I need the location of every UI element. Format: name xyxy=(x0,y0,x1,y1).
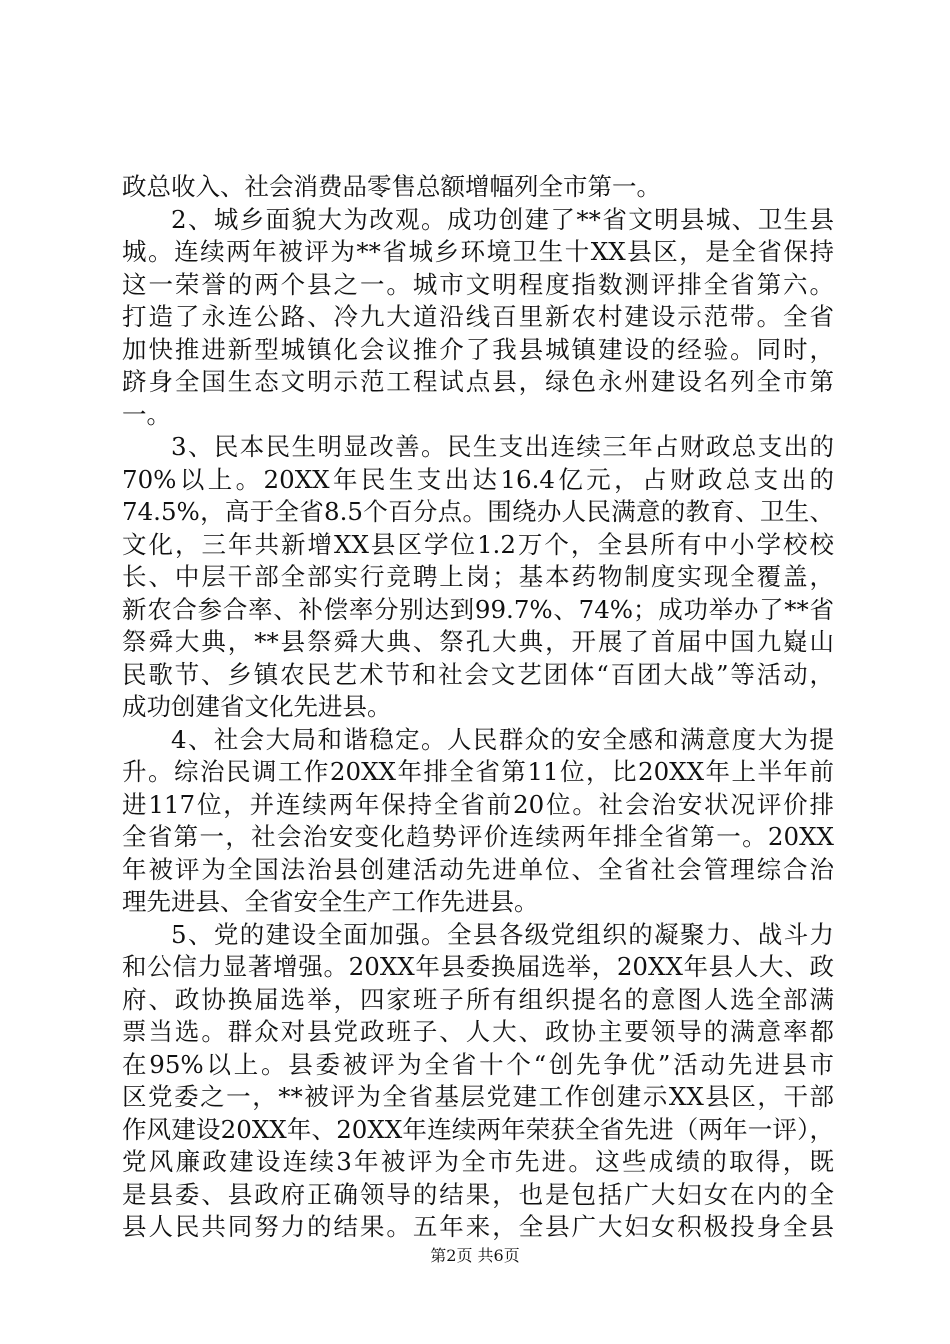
text-line: 政总收入、社会消费品零售总额增幅列全市第一。 xyxy=(122,172,661,201)
text-line: 3、民本民生明显改善。民生支出连续三年占财政总支出的 xyxy=(171,432,834,461)
text-line: 长、中层干部全部实行竞聘上岗；基本药物制度实现全覆盖， xyxy=(122,562,834,591)
text-line: 新农合参合率、补偿率分别达到99.7%、74%；成功举办了**省 xyxy=(122,594,834,624)
text-line: 跻身全国生态文明示范工程试点县，绿色永州建设名列全市第 xyxy=(122,367,834,396)
text-line: 是县委、县政府正确领导的结果，也是包括广大妇女在内的全 xyxy=(122,1179,834,1209)
text-line: 这一荣誉的两个县之一。城市文明程度指数测评排全省第六。 xyxy=(122,269,834,299)
text-line: 理先进县、全省安全生产工作先进县。 xyxy=(122,887,539,916)
text-line: 在95%以上。县委被评为全省十个“创先争优”活动先进县市 xyxy=(122,1049,834,1079)
paragraph-livelihood xyxy=(122,431,834,724)
text-line: 票当选。群众对县党政班子、人大、政协主要领导的满意率都 xyxy=(122,1017,834,1046)
page-footer xyxy=(0,1246,950,1266)
text-line: 2、城乡面貌大为改观。成功创建了**省文明县城、卫生县 xyxy=(171,204,834,234)
text-line: 一。 xyxy=(122,399,171,429)
text-line: 文化，三年共新增XX县区学位1.2万个，全县所有中小学校校 xyxy=(122,529,834,559)
text-line: 党风廉政建设连续3年被评为全市先进。这些成绩的取得，既 xyxy=(122,1147,834,1176)
text-line: 全省第一，社会治安变化趋势评价连续两年排全省第一。20XX xyxy=(122,822,834,851)
text-line: 加快推进新型城镇化会议推介了我县城镇建设的经验。同时， xyxy=(122,334,834,364)
paragraph-urban-rural xyxy=(122,204,834,432)
text-line: 城。连续两年被评为**省城乡环境卫生十XX县区，是全省保持 xyxy=(122,237,834,266)
paragraph-party-building xyxy=(122,919,834,1244)
page-number: 第2页 共6页 xyxy=(430,1246,520,1265)
paragraph-continuation xyxy=(122,171,834,204)
text-line: 进117位，并连续两年保持全省前20位。社会治安状况评价排 xyxy=(122,789,834,819)
text-line: 打造了永连公路、冷九大道沿线百里新农村建设示范带。全省 xyxy=(122,302,834,331)
text-line: 70%以上。20XX年民生支出达16.4亿元，占财政总支出的 xyxy=(122,464,834,494)
text-line: 升。综治民调工作20XX年排全省第11位，比20XX年上半年前 xyxy=(122,757,834,786)
document-body xyxy=(122,171,834,1244)
text-line: 府、政协换届选举，四家班子所有组织提名的意图人选全部满 xyxy=(122,984,834,1014)
text-line: 74.5%，高于全省8.5个百分点。围绕办人民满意的教育、卫生、 xyxy=(122,497,834,526)
text-line: 年被评为全国法治县创建活动先进单位、全省社会管理综合治 xyxy=(122,854,834,884)
text-line: 作风建设20XX年、20XX年连续两年荣获全省先进（两年一评）， xyxy=(122,1114,834,1144)
text-line: 民歌节、乡镇农民艺术节和社会文艺团体“百团大战”等活动， xyxy=(122,659,834,689)
text-line: 县人民共同努力的结果。五年来，全县广大妇女积极投身全县 xyxy=(122,1212,834,1241)
text-line: 成功创建省文化先进县。 xyxy=(122,692,392,721)
paragraph-social-stability xyxy=(122,724,834,919)
text-line: 和公信力显著增强。20XX年县委换届选举，20XX年县人大、政 xyxy=(122,952,834,981)
text-line: 5、党的建设全面加强。全县各级党组织的凝聚力、战斗力 xyxy=(171,919,834,949)
text-line: 4、社会大局和谐稳定。人民群众的安全感和满意度大为提 xyxy=(171,724,834,754)
text-line: 祭舜大典，**县祭舜大典、祭孔大典，开展了首届中国九嶷山 xyxy=(122,627,834,656)
text-line: 区党委之一，**被评为全省基层党建工作创建示XX县区，干部 xyxy=(122,1082,834,1111)
